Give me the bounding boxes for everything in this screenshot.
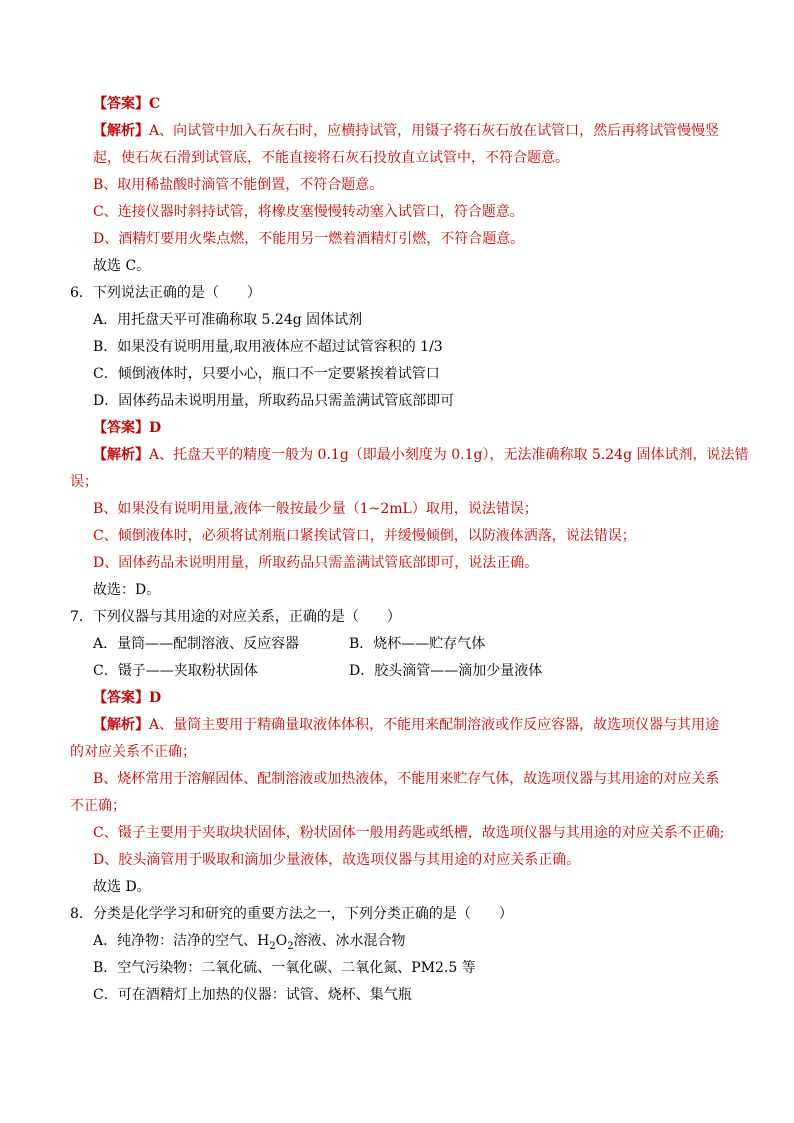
q5-answer bbox=[0, 91, 794, 118]
q5-conclusion: 故选 C。 bbox=[93, 258, 151, 274]
q7-options-row-2 bbox=[0, 658, 794, 685]
q6-stem: 6．下列说法正确的是（ ） bbox=[70, 285, 261, 301]
q6-analysis-line-5: D、固体药品未说明用量，所取药品只需盖满试管底部即可，说法正确。 bbox=[93, 555, 539, 571]
q7-analysis-line-4: 不正确； bbox=[70, 798, 126, 814]
q5-analysis-line-2: 起，使石灰石滑到试管底，不能直接将石灰石投放直立试管中，不符合题意。 bbox=[93, 150, 569, 166]
analysis-text: A、量筒主要用于精确量取液体体积，不能用来配制溶液或作反应容器，故选项仪器与其用途 bbox=[149, 717, 720, 733]
q7-analysis-line-5: C、镊子主要用于夹取块状固体，粉状固体一般用药匙或纸槽，故选项仪器与其用途的对应关系不正确; bbox=[93, 825, 725, 841]
q5-analysis-line-1 bbox=[0, 118, 794, 145]
q8-option-a bbox=[0, 928, 794, 955]
q7-analysis-line-2: 的对应关系不正确； bbox=[70, 744, 196, 760]
q7-analysis-line-6: D、胶头滴管用于吸取和滴加少量液体，故选项仪器与其用途的对应关系正确。 bbox=[93, 852, 581, 868]
subscript: 2 bbox=[287, 940, 294, 952]
analysis-text: A、向试管中加入石灰石时，应横持试管，用镊子将石灰石放在试管口，然后再将试管慢慢竖 bbox=[149, 123, 720, 139]
q6-answer bbox=[0, 415, 794, 442]
q6-option-b: B．如果没有说明用量,取用液体应不超过试管容积的 1/3 bbox=[93, 339, 443, 355]
q6-option-d: D．固体药品未说明用量，所取药品只需盖满试管底部即可 bbox=[93, 393, 455, 409]
q7-option-d: D．胶头滴管——滴加少量液体 bbox=[349, 663, 543, 679]
analysis-tag: 【解析】 bbox=[93, 123, 149, 139]
q7-analysis-line-3: B、烧杯常用于溶解固体、配制溶液或加热液体，不能用来贮存气体，故选项仪器与其用途的对应关系 bbox=[93, 771, 720, 787]
subscript: 2 bbox=[269, 940, 276, 952]
answer-tag: 【答案】 bbox=[93, 690, 149, 706]
answer-tag: 【答案】 bbox=[93, 420, 149, 436]
q7-option-c: C．镊子——夹取粉状固体 bbox=[93, 663, 258, 679]
q8-option-a-suffix: 溶液、冰水混合物 bbox=[293, 933, 406, 949]
page-content bbox=[0, 91, 794, 1009]
q7-answer bbox=[0, 685, 794, 712]
q5-analysis-line-5: D、酒精灯要用火柴点燃，不能用另一燃着酒精灯引燃，不符合题意。 bbox=[93, 231, 525, 247]
q8-option-a-mid: O bbox=[275, 933, 288, 949]
q5-analysis-line-4: C、连接仪器时斜持试管，将橡皮塞慢慢转动塞入试管口，符合题意。 bbox=[93, 204, 524, 220]
q7-options-row-1 bbox=[0, 631, 794, 658]
q6-analysis-line-4: C、倾倒液体时，必须将试剂瓶口紧挨试管口，并缓慢倾倒，以防液体洒落，说法错误； bbox=[93, 528, 636, 544]
answer-value: D bbox=[149, 690, 162, 706]
analysis-text: A、托盘天平的精度一般为 0.1g（即最小刻度为 0.1g），无法准确称取 5.24g 固体试剂，说法错 bbox=[149, 447, 749, 463]
q6-option-a: A．用托盘天平可准确称取 5.24g 固体试剂 bbox=[93, 312, 363, 328]
q7-option-b: B．烧杯——贮存气体 bbox=[349, 636, 486, 652]
q6-analysis-line-1 bbox=[0, 442, 794, 469]
q7-stem: 7．下列仪器与其用途的对应关系，正确的是（ ） bbox=[70, 609, 401, 625]
q7-option-a: A．量筒——配制溶液、反应容器 bbox=[93, 636, 300, 652]
q6-analysis-line-2: 误； bbox=[70, 474, 98, 490]
q8-option-c: C．可在酒精灯上加热的仪器：试管、烧杯、集气瓶 bbox=[93, 987, 412, 1003]
q5-analysis-line-3: B、取用稀盐酸时滴管不能倒置，不符合题意。 bbox=[93, 177, 384, 193]
analysis-tag: 【解析】 bbox=[93, 447, 149, 463]
answer-value: D bbox=[149, 420, 162, 436]
answer-tag: 【答案】 bbox=[93, 96, 149, 112]
answer-value: C bbox=[149, 96, 161, 112]
q6-conclusion: 故选：D。 bbox=[93, 582, 161, 598]
q8-option-b: B．空气污染物：二氧化硫、一氧化碳、二氧化氮、PM2.5 等 bbox=[93, 960, 476, 976]
q7-analysis-line-1 bbox=[0, 712, 794, 739]
q6-option-c: C．倾倒液体时，只要小心，瓶口不一定要紧挨着试管口 bbox=[93, 366, 440, 382]
q8-stem: 8．分类是化学学习和研究的重要方法之一，下列分类正确的是（ ） bbox=[70, 906, 513, 922]
q8-option-a-prefix: A．纯净物：洁净的空气、H bbox=[93, 933, 270, 949]
analysis-tag: 【解析】 bbox=[93, 717, 149, 733]
q6-analysis-line-3: B、如果没有说明用量,液体一般按最少量（1~2mL）取用，说法错误； bbox=[93, 501, 538, 517]
q7-conclusion: 故选 D。 bbox=[93, 879, 151, 895]
